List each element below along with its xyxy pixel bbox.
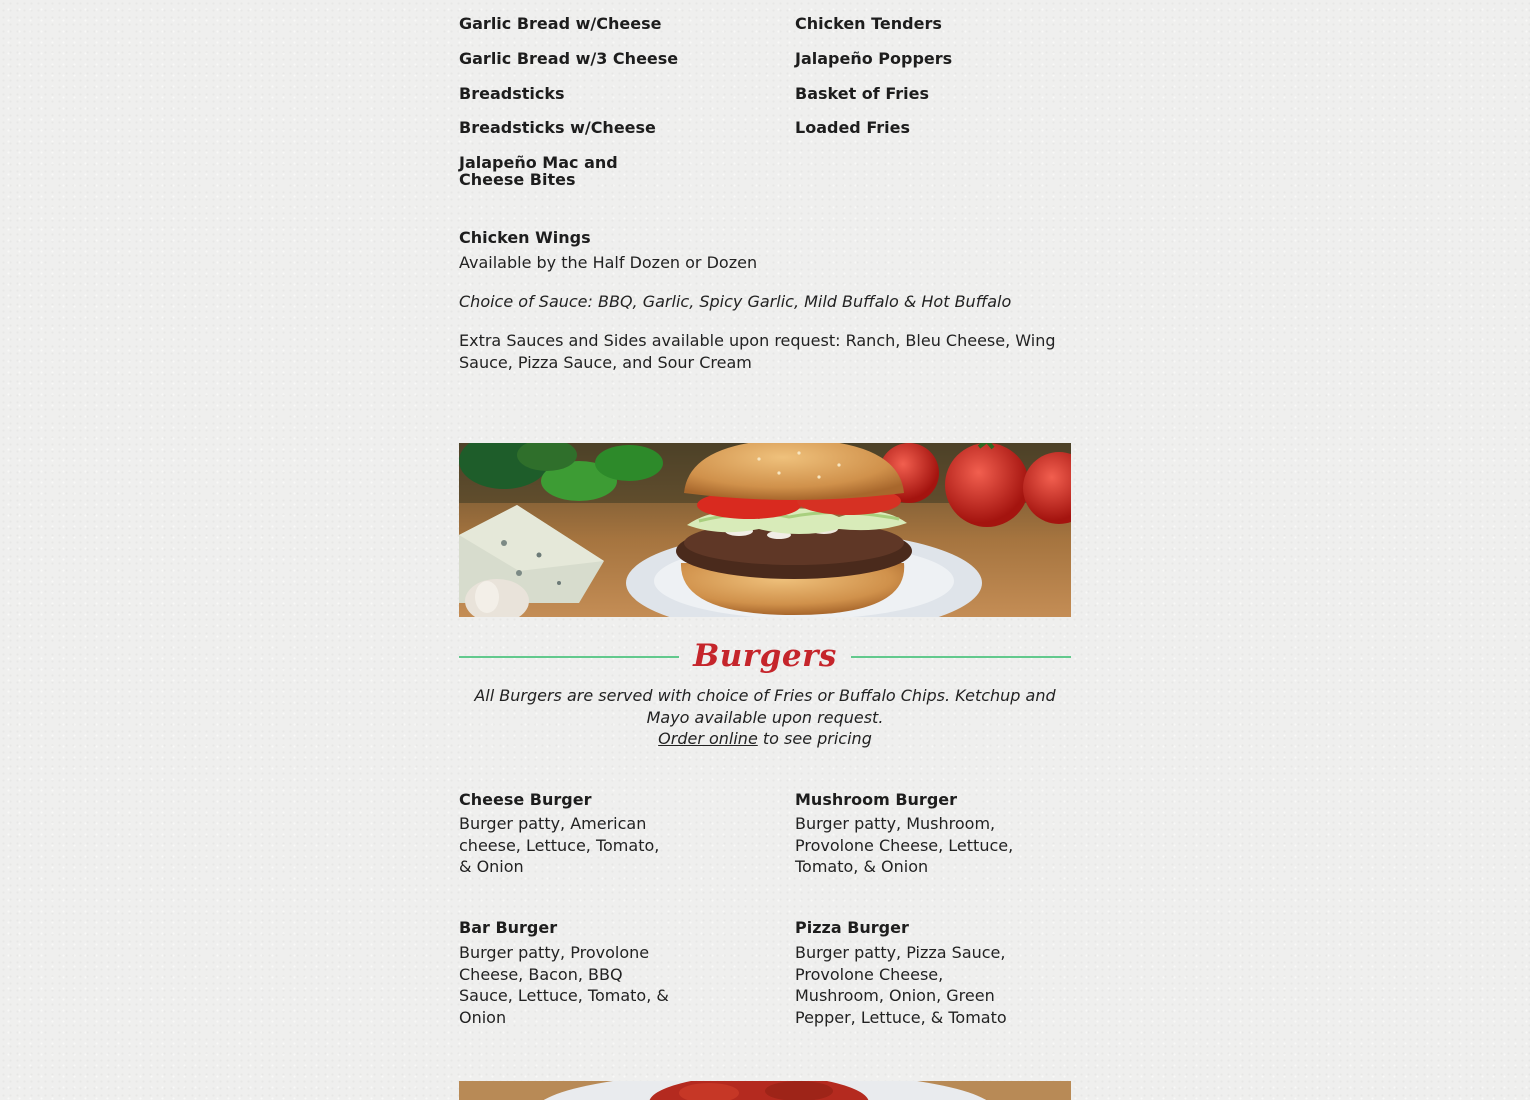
order-suffix-text: to see pricing bbox=[757, 729, 872, 748]
menu-item-garlic-bread-3-cheese: Garlic Bread w/3 Cheese bbox=[459, 49, 679, 68]
menu-item-mushroom-burger: Mushroom Burger bbox=[795, 790, 958, 809]
burgers-note bbox=[459, 685, 1071, 750]
next-section-photo bbox=[459, 1081, 1071, 1100]
menu-item-jalapeno-mac-bites: Jalapeño Mac and Cheese Bites bbox=[459, 153, 618, 189]
menu-column bbox=[459, 0, 1071, 1100]
wings-availability: Available by the Half Dozen or Dozen bbox=[459, 253, 758, 272]
menu-item-basket-of-fries: Basket of Fries bbox=[795, 84, 929, 103]
menu-item-chicken-tenders: Chicken Tenders bbox=[795, 14, 942, 33]
section-title-burgers: Burgers bbox=[693, 638, 837, 674]
order-online-link[interactable]: Order online bbox=[658, 729, 758, 748]
menu-item-pizza-burger: Pizza Burger bbox=[795, 918, 909, 937]
menu-item-loaded-fries: Loaded Fries bbox=[795, 118, 910, 137]
menu-item-cheese-burger-desc: Burger patty, American cheese, Lettuce, Tomato, & Onion bbox=[459, 814, 660, 876]
burgers-note-text: All Burgers are served with choice of Fries or Buffalo Chips. Ketchup and Mayo available upon request. bbox=[474, 686, 1056, 727]
menu-item-garlic-bread-cheese: Garlic Bread w/Cheese bbox=[459, 14, 662, 33]
menu-item-jalapeno-poppers: Jalapeño Poppers bbox=[795, 49, 953, 68]
menu-item-breadsticks: Breadsticks bbox=[459, 84, 565, 103]
wings-title: Chicken Wings bbox=[459, 228, 591, 247]
menu-item-pizza-burger-desc: Burger patty, Pizza Sauce, Provolone Cheese, Mushroom, Onion, Green Pepper, Lettuce, & Tomato bbox=[795, 943, 1007, 1027]
wings-extras: Extra Sauces and Sides available upon request: Ranch, Bleu Cheese, Wing Sauce, Pizza Sauce, and Sour Cream bbox=[459, 331, 1056, 372]
menu-item-mushroom-burger-desc: Burger patty, Mushroom, Provolone Cheese, Lettuce, Tomato, & Onion bbox=[795, 814, 1014, 876]
menu-item-bar-burger: Bar Burger bbox=[459, 918, 558, 937]
menu-item-bar-burger-desc: Burger patty, Provolone Cheese, Bacon, BBQ Sauce, Lettuce, Tomato, & Onion bbox=[459, 943, 669, 1027]
menu-item-breadsticks-cheese: Breadsticks w/Cheese bbox=[459, 118, 656, 137]
wings-sauces: Choice of Sauce: BBQ, Garlic, Spicy Garlic, Mild Buffalo & Hot Buffalo bbox=[459, 292, 1012, 311]
burger-photo bbox=[459, 443, 1071, 617]
menu-item-cheese-burger: Cheese Burger bbox=[459, 790, 592, 809]
